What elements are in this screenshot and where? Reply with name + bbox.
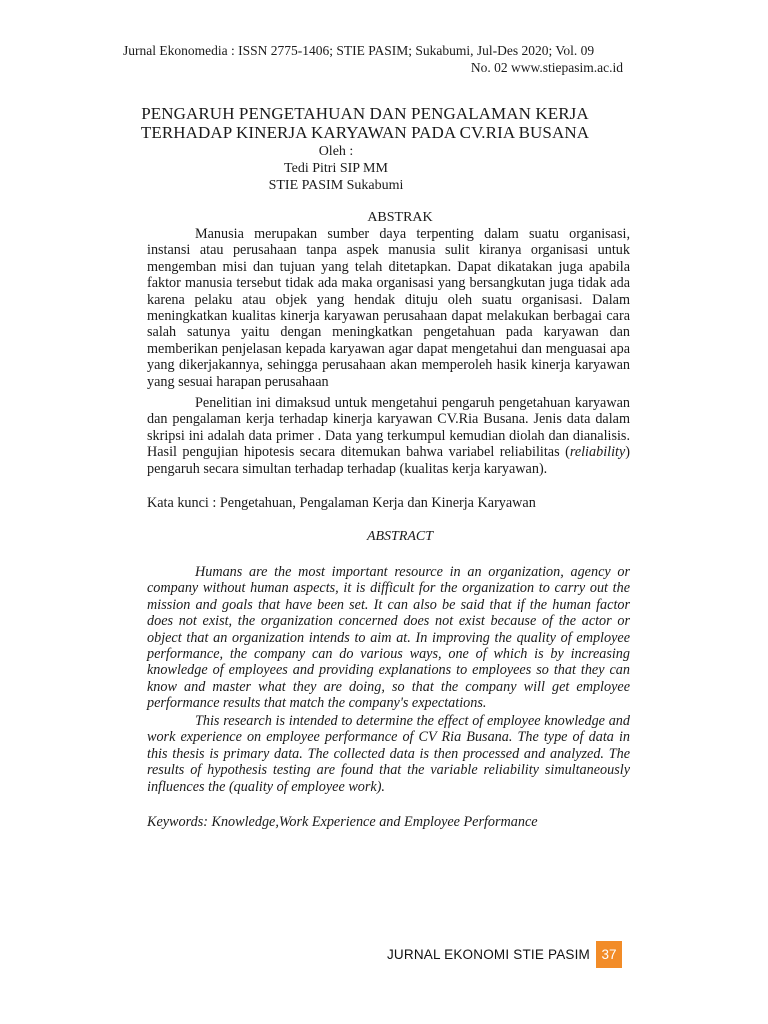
abstrak-paragraph-1: [147, 226, 630, 390]
header-issue-url: No. 02 www.stiepasim.ac.id: [470, 60, 623, 75]
abstrak-p1-text: Manusia merupakan sumber daya terpenting dalam suatu organisasi, instansi atau perusahaan tanpa aspek manusia sulit kiranya organisasi untuk mengemban misi dan tujuan yang telah ditetapkan. Dapat dikatakan juga apabila faktor manusia tersebut tidak ada maka organisasi yang bersangkutan juga tidak ada karena pelaku atau objek yang hendak dituju oleh suatu organisasi. Dalam meningkatkan kualitas kinerja karyawan perusahaan dapat melakukan berbagai cara salah satunya yaitu dengan meningkatkan pengetahuan pada karyawan dan memberikan penjelasan kepada karyawan agar dapat mengetahui dan menguasai apa yang dikerjakannya, sehingga perusahaan akan memperoleh hasik kinerja karyawan yang sesuai harapan perusahaan: [147, 226, 630, 390]
abstract-paragraph-2: [147, 713, 630, 795]
abstract-keywords: Keywords: Knowledge,Work Experience and Employee Performance: [147, 814, 538, 830]
abstrak-p2-part-a: Penelitian ini dimaksud untuk mengetahui pengaruh pengetahuan karyawan dan pengalaman kerja terhadap kinerja karyawan CV.Ria Busana. Jenis data dalam skripsi ini adalah data primer . Data yang terkumpul kemudian diolah dan dianalisis. Hasil pengujian hipotesis secara ditemukan bahwa variabel reliabilitas (: [147, 395, 630, 461]
article-title: [100, 104, 630, 142]
abstrak-heading: ABSTRAK: [367, 210, 433, 225]
abstract-heading: ABSTRACT: [366, 529, 434, 544]
running-header: [123, 42, 623, 76]
abstract-paragraph-1: [147, 564, 630, 712]
abstrak-p2-part-b: ) pengaruh secara simultan terhadap terhadap (kualitas kerja karyawan).: [147, 444, 630, 477]
abstrak-keywords: Kata kunci : Pengetahuan, Pengalaman Kerja dan Kinerja Karyawan: [147, 495, 536, 511]
header-journal-info: Jurnal Ekonomedia : ISSN 2775-1406; STIE PASIM; Sukabumi, Jul-Des 2020; Vol. 09: [123, 43, 595, 58]
title-line-1: PENGARUH PENGETAHUAN DAN PENGALAMAN KERJA: [141, 104, 589, 123]
author-affiliation: STIE PASIM Sukabumi: [268, 178, 404, 193]
footer-journal-name: JURNAL EKONOMI STIE PASIM: [386, 947, 590, 962]
page-number-badge: 37: [596, 941, 622, 968]
page-footer: [378, 941, 622, 968]
author-block: [186, 143, 486, 194]
abstrak-paragraph-2: [147, 395, 630, 477]
title-line-2: TERHADAP KINERJA KARYAWAN PADA CV.RIA BUSANA: [140, 123, 590, 142]
abstrak-p2-text: [147, 395, 630, 477]
author-name: Tedi Pitri SIP MM: [284, 161, 388, 176]
abstract-p2-text: This research is intended to determine the effect of employee knowledge and work experience on employee performance of CV Ria Busana. The type of data in this thesis is primary data. The collected data is then processed and analyzed. The results of hypothesis testing are found that the variable reliability simultaneously influences the (quality of employee work).: [147, 713, 630, 795]
abstract-p1-text: Humans are the most important resource in an organization, agency or company without human aspects, it is difficult for the organization to carry out the mission and goals that have been set. It can also be said that if the human factor does not exist, the organization concerned does not exist because of the actor or object that an organization intends to aim at. In improving the quality of employee performance, the company can do various ways, one of which is by increasing knowledge of employees and providing explanations to employees so that they can know and master what they are doing, so that the company will get employee performance results that match the company's expectations.: [147, 564, 630, 712]
abstrak-p2-italic: reliability: [569, 444, 626, 461]
author-by: Oleh :: [318, 144, 354, 159]
